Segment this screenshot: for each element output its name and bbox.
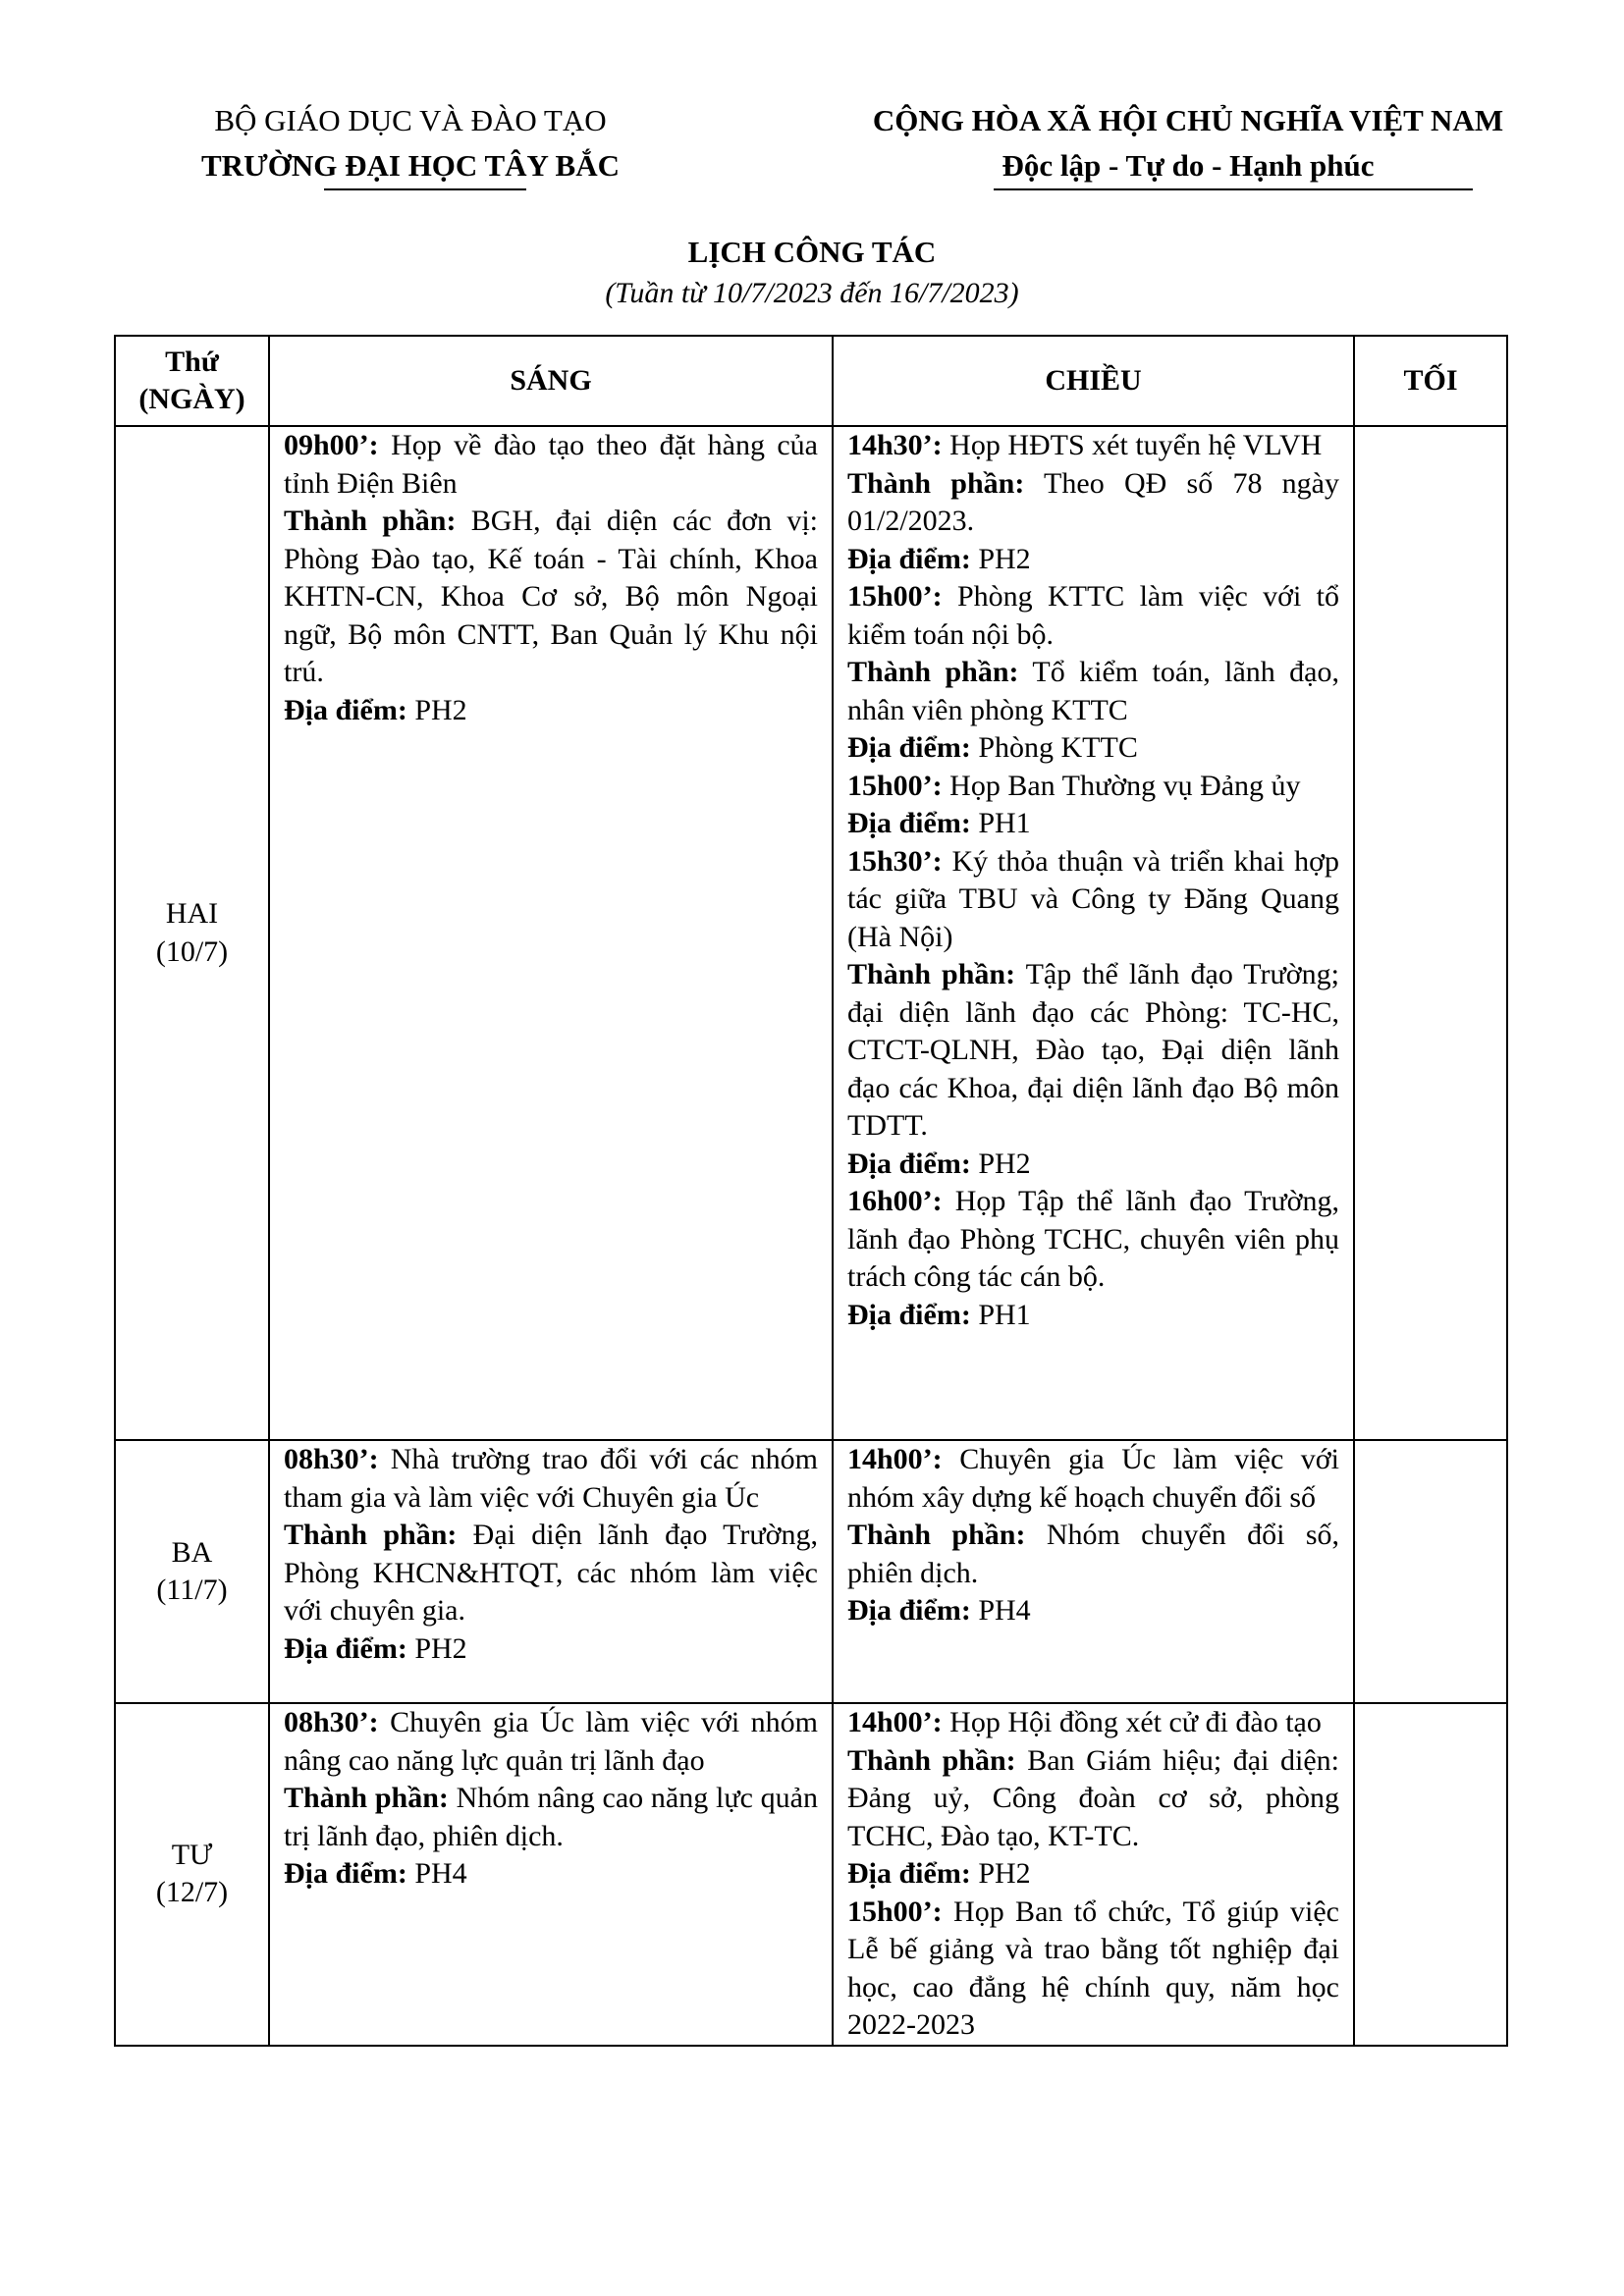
header-day-line2: (NGÀY) [138, 383, 245, 415]
evening-cell [1354, 1440, 1507, 1703]
schedule-entry [847, 465, 1339, 541]
entry-text: Nhóm nâng cao năng lực quản trị lãnh đạo, phiên dịch. [284, 1782, 818, 1852]
schedule-entry [847, 768, 1339, 806]
schedule-entry [847, 1704, 1339, 1742]
schedule-entry [284, 1704, 818, 1780]
entry-text: Theo QĐ số 78 ngày 01/2/2023. [847, 466, 1340, 537]
entry-text: Họp HĐTS xét tuyển hệ VLVH [942, 429, 1323, 461]
entry-label: 14h00’: [847, 1706, 943, 1738]
header-day-line1: Thứ [165, 345, 219, 378]
entry-label: Thành phần: [847, 958, 1016, 990]
entry-text: Họp về đào tạo theo đặt hàng của tỉnh Điện Biên [284, 429, 818, 500]
evening-cell [1354, 426, 1507, 1440]
schedule-entry [847, 805, 1339, 843]
entry-label: 08h30’: [284, 1443, 379, 1475]
schedule-entry [284, 1855, 818, 1894]
motto-underline [994, 188, 1473, 190]
day-name: BA [171, 1535, 213, 1569]
table-row [115, 1703, 1507, 2046]
entry-text: Phòng KTTC làm việc với tổ kiểm toán nội bộ. [847, 580, 1339, 651]
entry-text: PH4 [970, 1594, 1031, 1627]
schedule-entry [847, 1742, 1339, 1856]
day-date: (12/7) [155, 1876, 229, 1909]
university-underline [324, 188, 526, 190]
day-cell [115, 1703, 269, 2046]
entry-label: Thành phần: [284, 1782, 449, 1814]
entry-label: Thành phần: [284, 1519, 458, 1551]
entry-text: PH2 [970, 542, 1031, 575]
entry-label: 15h00’: [847, 580, 943, 613]
entry-text: Chuyên gia Úc làm việc với nhóm xây dựng kế hoạch chuyển đổi số [847, 1443, 1339, 1514]
entry-label: Địa điểm: [284, 1857, 407, 1890]
schedule-entry [284, 1780, 818, 1855]
entry-text: Ban Giám hiệu; đại diện: Đảng uỷ, Công đoàn cơ sở, phòng TCHC, Đào tạo, KT-TC. [847, 1743, 1339, 1852]
entry-label: 15h30’: [847, 844, 943, 878]
entry-text: Phòng KTTC [970, 731, 1138, 764]
table-row [115, 426, 1507, 1440]
header-right [844, 98, 1532, 188]
schedule-entry [847, 843, 1339, 957]
document-subtitle: (Tuần từ 10/7/2023 đến 16/7/2023) [605, 277, 1019, 309]
entry-text: Đại diện lãnh đạo Trường, Phòng KHCN&HTQT, các nhóm làm việc với chuyên gia. [284, 1519, 819, 1627]
entry-label: 08h30’: [284, 1706, 379, 1738]
entry-text: Tổ kiểm toán, lãnh đạo, nhân viên phòng KTTC [847, 656, 1339, 726]
entry-label: 16h00’: [847, 1185, 943, 1217]
schedule-entry [284, 1517, 818, 1630]
schedule-entry [847, 1894, 1339, 2045]
schedule-entry [847, 1592, 1339, 1630]
document-title: LỊCH CÔNG TÁC [687, 235, 937, 269]
schedule-entry [847, 427, 1339, 465]
entry-label: Địa điểm: [847, 807, 971, 839]
entry-label: Địa điểm: [847, 731, 971, 764]
entry-label: 14h30’: [847, 429, 943, 461]
schedule-entry [847, 654, 1339, 729]
schedule-entry [847, 1855, 1339, 1894]
header-afternoon: CHIỀU [833, 336, 1354, 426]
schedule-entry [847, 578, 1339, 654]
afternoon-cell [833, 1703, 1354, 2046]
entry-label: Địa điểm: [847, 542, 971, 575]
entry-text: Họp Hội đồng xét cử đi đào tạo [942, 1706, 1322, 1738]
schedule-entry [847, 1297, 1339, 1335]
entry-label: 14h00’: [847, 1443, 943, 1475]
afternoon-cell [833, 426, 1354, 1440]
header-evening: TỐI [1354, 336, 1507, 426]
entry-text: PH1 [970, 1298, 1031, 1331]
day-name: TƯ [171, 1838, 213, 1871]
entry-text: Nhóm chuyển đổi số, phiên dịch. [847, 1519, 1340, 1589]
schedule-entry [284, 692, 818, 730]
entry-text: PH2 [406, 693, 467, 726]
morning-cell [269, 1440, 833, 1703]
schedule-entry [847, 1517, 1339, 1592]
entry-text: PH2 [970, 1147, 1031, 1180]
header-morning: SÁNG [269, 336, 833, 426]
schedule-table [114, 335, 1508, 2047]
evening-cell [1354, 1703, 1507, 2046]
ministry-name: BỘ GIÁO DỤC VÀ ĐÀO TẠO [214, 103, 607, 137]
entry-text: Tập thể lãnh đạo Trường; đại diện lãnh đạo các Phòng: TC-HC, CTCT-QLNH, Đào tạo, Đại diện lãnh đạo các Khoa, đại diện lãnh đạo Bộ môn TDTT. [847, 958, 1339, 1142]
day-cell [115, 426, 269, 1440]
entry-text: Họp Tập thể lãnh đạo Trường, lãnh đạo Phòng TCHC, chuyên viên phụ trách công tác cán bộ. [847, 1185, 1339, 1293]
schedule-entry [284, 1441, 818, 1517]
entry-text: PH2 [406, 1631, 467, 1665]
schedule-entry [284, 1630, 818, 1669]
entry-label: 15h00’: [847, 1895, 943, 1928]
day-date: (10/7) [155, 934, 229, 968]
day-cell [115, 1440, 269, 1703]
entry-label: 09h00’: [284, 429, 379, 461]
entry-text: PH2 [970, 1857, 1031, 1890]
schedule-entry [847, 729, 1339, 768]
entry-text: PH4 [406, 1857, 467, 1890]
entry-label: Địa điểm: [847, 1857, 971, 1890]
schedule-entry [847, 1146, 1339, 1184]
entry-text: Họp Ban Thường vụ Đảng ủy [942, 769, 1301, 802]
table-header-row [115, 336, 1507, 426]
entry-label: Địa điểm: [284, 693, 407, 726]
entry-label: Địa điểm: [847, 1298, 971, 1331]
entry-label: 15h00’: [847, 769, 943, 802]
entry-label: Địa điểm: [284, 1631, 407, 1665]
entry-label: Địa điểm: [847, 1594, 971, 1627]
entry-label: Thành phần: [847, 656, 1019, 688]
schedule-entry [284, 503, 818, 692]
entry-text: BGH, đại diện các đơn vị: Phòng Đào tạo, Kế toán - Tài chính, Khoa KHTN-CN, Khoa Cơ sở, Bộ môn Ngoại ngữ, Bộ môn CNTT, Ban Quản lý Khu nội trú. [284, 505, 819, 688]
republic-name: CỘNG HÒA XÃ HỘI CHỦ NGHĨA VIỆT NAM [872, 103, 1504, 137]
entry-text: Nhà trường trao đổi với các nhóm tham gia và làm việc với Chuyên gia Úc [284, 1443, 818, 1514]
header-day [115, 336, 269, 426]
day-name: HAI [165, 897, 219, 930]
morning-cell [269, 1703, 833, 2046]
afternoon-cell [833, 1440, 1354, 1703]
table-row [115, 1440, 1507, 1703]
schedule-entry [847, 956, 1339, 1146]
motto: Độc lập - Tự do - Hạnh phúc [1001, 148, 1375, 183]
schedule-entry [847, 1441, 1339, 1517]
header-left [175, 98, 646, 188]
entry-label: Thành phần: [847, 1519, 1026, 1551]
schedule-entry [847, 541, 1339, 579]
entry-text: Họp Ban tổ chức, Tổ giúp việc Lễ bế giảng và trao bằng tốt nghiệp đại học, cao đẳng hệ chính quy, năm học 2022-2023 [847, 1895, 1339, 2041]
entry-label: Thành phần: [847, 1743, 1016, 1777]
university-name: TRƯỜNG ĐẠI HỌC TÂY BẮC [201, 148, 620, 183]
entry-text: Chuyên gia Úc làm việc với nhóm nâng cao năng lực quản trị lãnh đạo [284, 1706, 818, 1777]
entry-label: Thành phần: [847, 466, 1025, 500]
entry-label: Địa điểm: [847, 1147, 971, 1180]
entry-text: PH1 [970, 807, 1031, 839]
morning-cell [269, 426, 833, 1440]
schedule-entry [847, 1183, 1339, 1297]
entry-text: Ký thỏa thuận và triển khai hợp tác giữa TBU và Công ty Đăng Quang (Hà Nội) [847, 844, 1339, 953]
day-date: (11/7) [156, 1574, 228, 1606]
schedule-entry [284, 427, 818, 503]
entry-label: Thành phần: [284, 505, 457, 537]
schedule-body [115, 426, 1507, 2046]
